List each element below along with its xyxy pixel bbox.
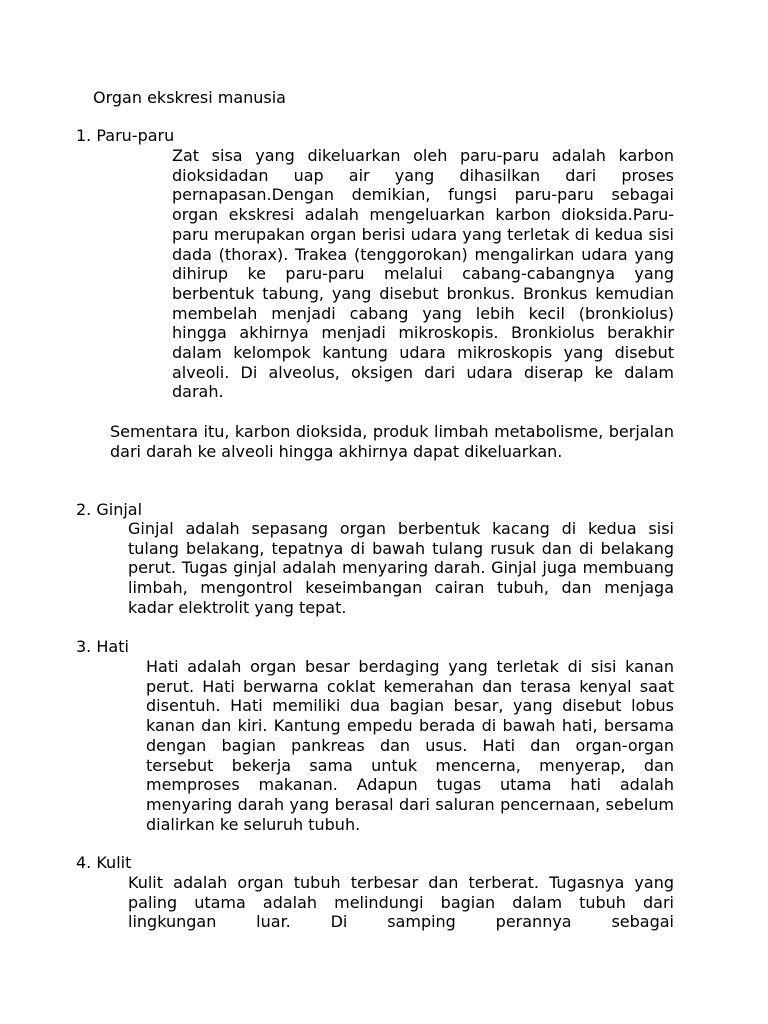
paragraph-kulit: Kulit adalah organ tubuh terbesar dan terberat. Tugasnya yang paling utama adalah melindungi bagian dalam tubuh dari lingkungan luar. Di samping perannya sebagai bbox=[128, 873, 674, 932]
section-heading-kulit: 4. Kulit bbox=[76, 853, 132, 872]
document-title: Organ ekskresi manusia bbox=[93, 88, 286, 107]
section-heading-ginjal: 2. Ginjal bbox=[76, 500, 143, 519]
paragraph-paru-paru-1: Zat sisa yang dikeluarkan oleh paru-paru adalah karbon dioksidadan uap air yang dihasilkan dari proses pernapasan.Dengan demikian, fungsi paru-paru sebagai organ ekskresi adalah mengeluarkan karbon dioksida.Paru-paru merupakan organ berisi udara yang terletak di kedua sisi dada (thorax). Trakea (tenggorokan) mengalirkan udara yang dihirup ke paru-paru melalui cabang-cabangnya yang berbentuk tabung, yang disebut bronkus. Bronkus kemudian membelah menjadi cabang yang lebih kecil (bronkiolus) hingga akhirnya menjadi mikroskopis. Bronkiolus berakhir dalam kelompok kantung udara mikroskopis yang disebut alveoli. Di alveolus, oksigen dari udara diserap ke dalam darah. bbox=[172, 146, 674, 402]
section-heading-paru-paru: 1. Paru-paru bbox=[76, 126, 175, 145]
paragraph-ginjal: Ginjal adalah sepasang organ berbentuk kacang di kedua sisi tulang belakang, tepatnya di bawah tulang rusuk dan di belakang perut. Tugas ginjal adalah menyaring darah. Ginjal juga membuang limbah, mengontrol keseimbangan cairan tubuh, dan menjaga kadar elektrolit yang tepat. bbox=[128, 519, 674, 617]
paragraph-hati: Hati adalah organ besar berdaging yang terletak di sisi kanan perut. Hati berwarna coklat kemerahan dan terasa kenyal saat disentuh. Hati memiliki dua bagian besar, yang disebut lobus kanan dan kiri. Kantung empedu berada di bawah hati, bersama dengan bagian pankreas dan usus. Hati dan organ-organ tersebut bekerja sama untuk mencerna, menyerap, dan memproses makanan. Adapun tugas utama hati adalah menyaring darah yang berasal dari saluran pencernaan, sebelum dialirkan ke seluruh tubuh. bbox=[146, 657, 674, 834]
section-heading-hati: 3. Hati bbox=[76, 637, 129, 656]
paragraph-paru-paru-2: Sementara itu, karbon dioksida, produk limbah metabolisme, berjalan dari darah ke alveoli hingga akhirnya dapat dikeluarkan. bbox=[110, 422, 674, 461]
